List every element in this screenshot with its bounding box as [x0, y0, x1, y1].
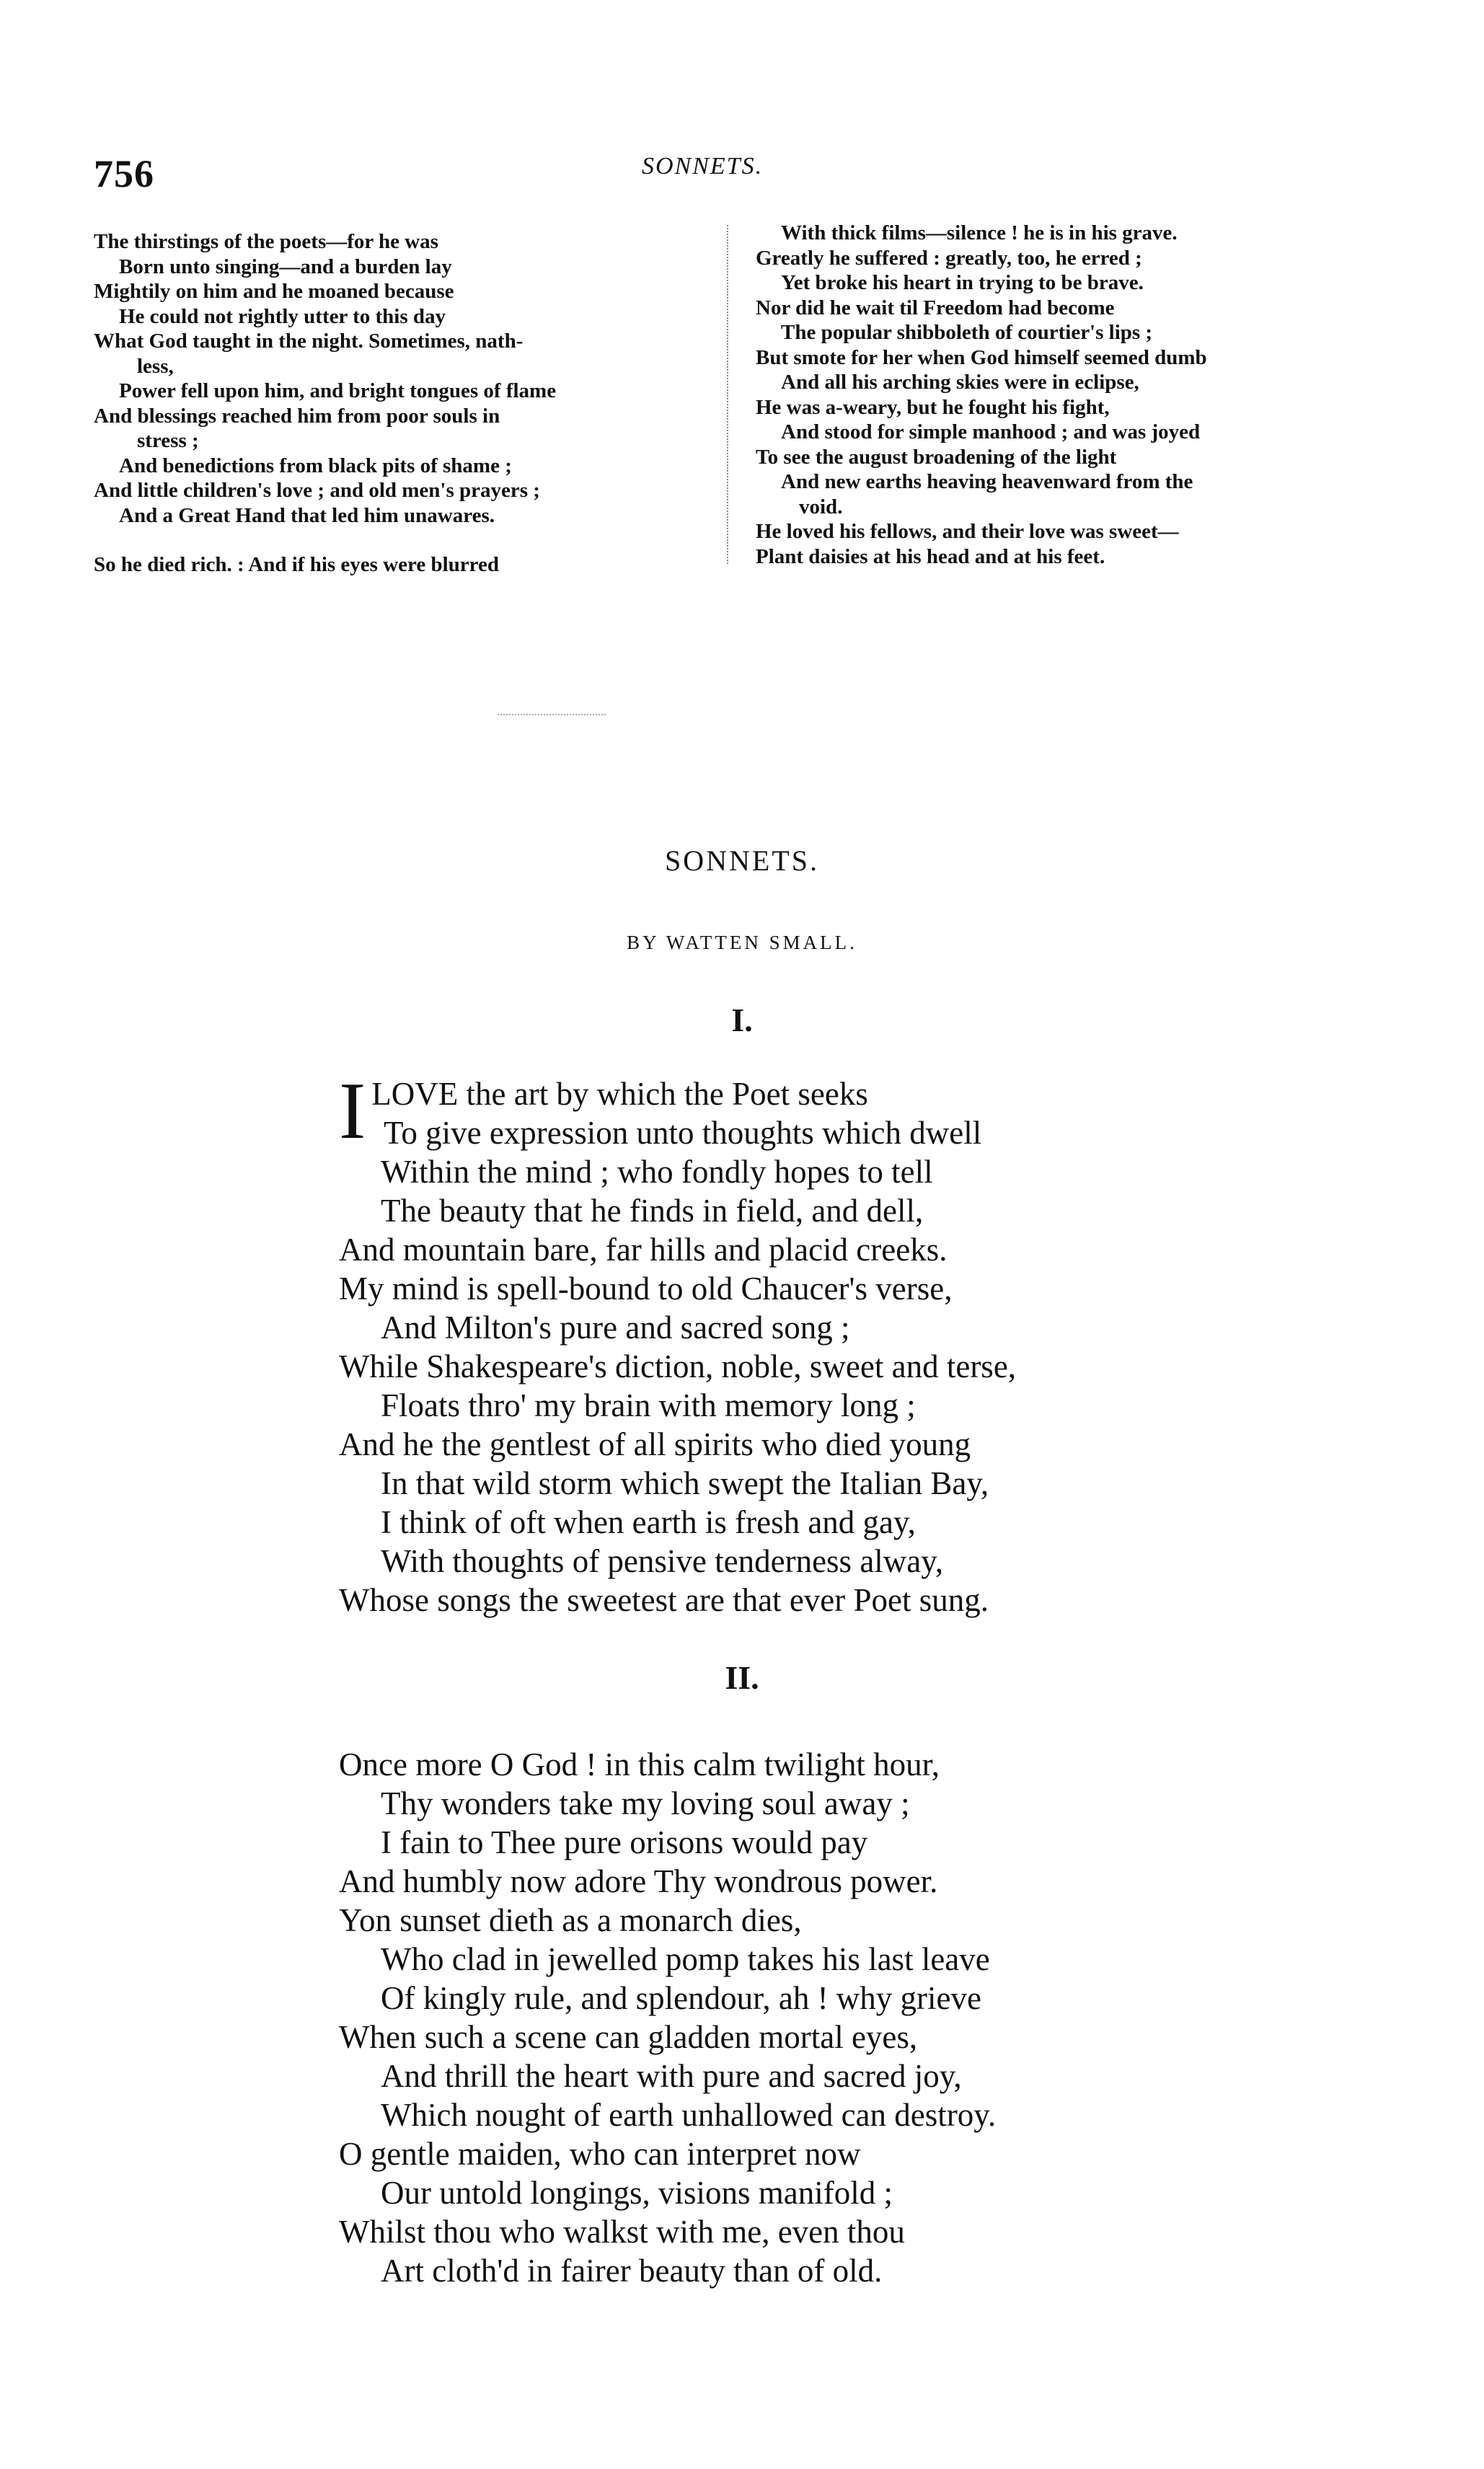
- sonnet-line: When such a scene can gladden mortal eyes,: [339, 2019, 918, 2055]
- sonnet-line: Art cloth'd in fairer beauty than of old.: [381, 2253, 883, 2289]
- poem-line: Yet broke his heart in trying to be brave.: [781, 271, 1144, 294]
- poem-line: So he died rich. : And if his eyes were blurred: [94, 553, 500, 576]
- poem-line: The popular shibboleth of courtier's lips ;: [781, 321, 1153, 344]
- sonnet-2-numeral: II.: [725, 1659, 759, 1696]
- poem-line: To see the august broadening of the light: [756, 445, 1117, 469]
- sonnet-line: Whose songs the sweetest are that ever Poet sung.: [339, 1582, 989, 1618]
- poem-line: Born unto singing—and a burden lay: [119, 255, 452, 278]
- poem-line: And new earths heaving heavenward from the: [781, 470, 1193, 493]
- sonnet-1: [339, 1066, 1017, 1620]
- page-number: 756: [94, 152, 154, 195]
- sonnet-line: I think of oft when earth is fresh and gay,: [381, 1504, 916, 1540]
- sonnet-line: Thy wonders take my loving soul away ;: [381, 1785, 910, 1821]
- poem-line: Plant daisies at his head and at his feet.: [756, 544, 1105, 568]
- sonnet-line: Which nought of earth unhallowed can destroy.: [381, 2097, 997, 2133]
- right-poem-column: [756, 221, 1405, 569]
- poem-line: stress ;: [137, 429, 199, 452]
- poem-line: He was a-weary, but he fought his fight,: [756, 395, 1110, 419]
- sonnet-line: With thoughts of pensive tenderness alway,: [381, 1543, 944, 1579]
- poem-line: Mightily on him and he moaned because: [94, 280, 454, 303]
- running-head: SONNETS.: [642, 153, 764, 180]
- column-divider: [727, 225, 728, 564]
- poem-line: With thick films—silence ! he is in his grave.: [781, 221, 1178, 244]
- poem-line: And benedictions from black pits of shame ;: [119, 454, 512, 477]
- sonnet-line: To give expression unto thoughts which dwell: [384, 1115, 982, 1151]
- sonnet-line: And thrill the heart with pure and sacred joy,: [381, 2058, 962, 2094]
- article-byline: BY WATTEN SMALL.: [627, 932, 857, 953]
- drop-cap: I: [339, 1066, 366, 1156]
- poem-line: He could not rightly utter to this day: [119, 304, 446, 328]
- sonnet-line: And humbly now adore Thy wondrous power.: [339, 1863, 938, 1899]
- poem-line: Power fell upon him, and bright tongues of flame: [119, 379, 557, 402]
- sonnet-line: While Shakespeare's diction, noble, sweet and terse,: [339, 1348, 1017, 1384]
- sonnet-line: Once more O God ! in this calm twilight hour,: [339, 1746, 940, 1783]
- poem-line: But smote for her when God himself seemed dumb: [756, 345, 1207, 369]
- poem-line: less,: [137, 354, 174, 378]
- sonnet-line: I fain to Thee pure orisons would pay: [381, 1824, 868, 1860]
- sonnet-line: LOVE the art by which the Poet seeks: [371, 1076, 868, 1112]
- poem-line: The thirstings of the poets—for he was: [94, 230, 438, 253]
- poem-line: What God taught in the night. Sometimes, nath-: [94, 330, 524, 353]
- sonnet-line: Our untold longings, visions manifold ;: [381, 2175, 893, 2211]
- poem-line: And little children's love ; and old men's prayers ;: [94, 479, 540, 502]
- poem-line: He loved his fellows, and their love was sweet—: [756, 520, 1179, 543]
- poem-line: Nor did he wait til Freedom had become: [756, 296, 1115, 319]
- sonnet-line: And Milton's pure and sacred song ;: [381, 1309, 850, 1346]
- sonnet-line: My mind is spell-bound to old Chaucer's verse,: [339, 1271, 953, 1307]
- section-rule: [498, 714, 606, 715]
- sonnet-1-numeral: I.: [731, 1002, 753, 1038]
- poem-line: And blessings reached him from poor souls in: [94, 404, 500, 428]
- poem-line: void.: [799, 495, 843, 518]
- sonnet-line: In that wild storm which swept the Italian Bay,: [381, 1465, 989, 1501]
- sonnet-line: Yon sunset dieth as a monarch dies,: [339, 1902, 802, 1938]
- article-title: SONNETS.: [664, 844, 820, 877]
- sonnet-line: O gentle maiden, who can interpret now: [339, 2136, 861, 2172]
- sonnet-line: Of kingly rule, and splendour, ah ! why grieve: [381, 1980, 981, 2016]
- poem-line: And all his arching skies were in eclipse,: [781, 371, 1139, 394]
- sonnet-line: And he the gentlest of all spirits who died young: [339, 1426, 971, 1462]
- poem-line: [94, 528, 728, 552]
- poem-line: Greatly he suffered : greatly, too, he erred ;: [756, 246, 1142, 270]
- sonnet-line: Whilst thou who walkst with me, even thou: [339, 2214, 905, 2250]
- poem-line: And a Great Hand that led him unawares.: [119, 503, 495, 527]
- poem-line: And stood for simple manhood ; and was joyed: [781, 420, 1201, 443]
- left-poem-column: [94, 229, 728, 578]
- sonnet-line: And mountain bare, far hills and placid creeks.: [339, 1232, 948, 1268]
- sonnet-line: Who clad in jewelled pomp takes his last leave: [381, 1941, 990, 1977]
- sonnet-line: Floats thro' my brain with memory long ;: [381, 1387, 916, 1423]
- sonnet-line: The beauty that he finds in field, and dell,: [381, 1193, 924, 1229]
- sonnet-line: Within the mind ; who fondly hopes to tell: [381, 1154, 933, 1190]
- sonnet-2: [339, 1745, 996, 2290]
